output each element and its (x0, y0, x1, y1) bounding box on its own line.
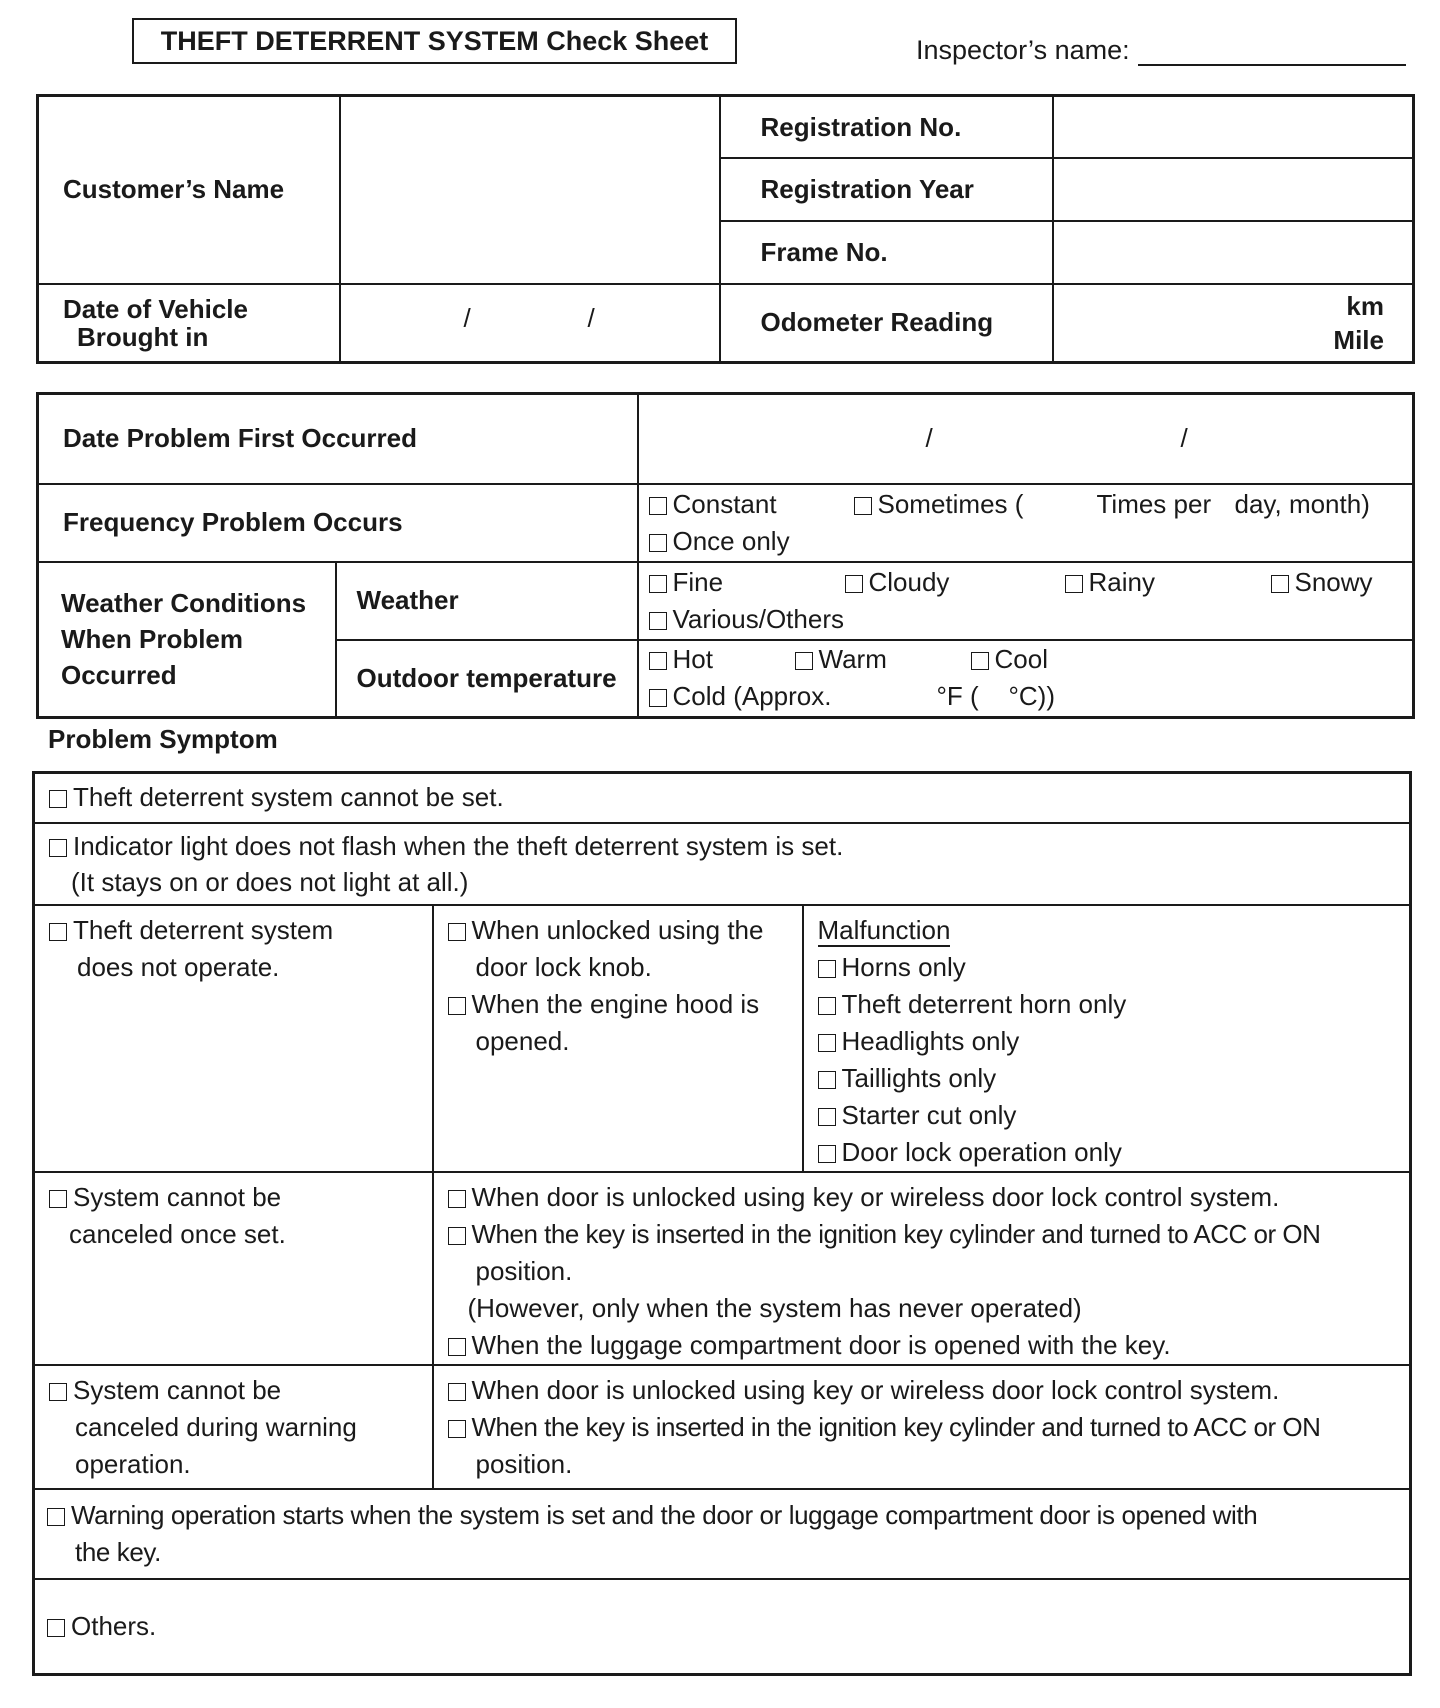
symptom-indicator[interactable]: Indicator light does not flash when the theft deterrent system is set. (It stays on or does not light at all.) (34, 823, 1411, 905)
weather-snowy-option[interactable]: Snowy (1271, 564, 1373, 601)
freq-constant-option[interactable]: Constant (649, 489, 777, 519)
registration-no-label: Registration No. (720, 96, 1053, 159)
date-brought-in-field[interactable]: / / (340, 284, 720, 363)
temp-cool-checkbox[interactable] (971, 652, 989, 670)
frame-no-field[interactable] (1053, 221, 1414, 284)
freq-once-option[interactable]: Once only (649, 523, 1413, 560)
weather-fine-option[interactable]: Fine (649, 567, 724, 597)
temp-hot-checkbox[interactable] (649, 652, 667, 670)
weather-options (638, 562, 1414, 640)
malfunction-list (803, 905, 1411, 1172)
freq-constant-checkbox[interactable] (649, 497, 667, 515)
malfunction-checkbox[interactable] (818, 1034, 836, 1052)
inspector-name-field[interactable] (916, 30, 1406, 66)
weather-various-option[interactable]: Various/Others (649, 601, 1413, 638)
symptom-cannot-cancel[interactable]: System cannot be canceled once set. (34, 1172, 433, 1365)
malfunction-checkbox[interactable] (818, 960, 836, 978)
hood-option[interactable]: When the engine hood is (448, 986, 802, 1023)
temperature-options (638, 640, 1414, 718)
registration-no-field[interactable] (1053, 96, 1414, 159)
freq-once-checkbox[interactable] (649, 534, 667, 552)
unlock-key-option[interactable]: When door is unlocked using key or wireless door lock control system. (448, 1179, 1410, 1216)
odometer-field[interactable] (1053, 284, 1414, 363)
weather-cloudy-checkbox[interactable] (845, 575, 863, 593)
frequency-label: Frequency Problem Occurs (38, 484, 638, 562)
symptom-others[interactable]: Others. (34, 1579, 1411, 1675)
malfunction-item[interactable]: Taillights only (818, 1060, 1410, 1097)
cannot-cancel-checkbox[interactable] (49, 1190, 67, 1208)
weather-snowy-checkbox[interactable] (1271, 575, 1289, 593)
malfunction-item[interactable]: Door lock operation only (818, 1134, 1410, 1171)
sheet-title: THEFT DETERRENT SYSTEM Check Sheet (132, 18, 737, 64)
temp-hot-option[interactable]: Hot (649, 644, 713, 674)
odometer-label: Odometer Reading (720, 284, 1053, 363)
malfunction-item[interactable]: Horns only (818, 949, 1410, 986)
weather-group-label: Weather Conditions When Problem Occurred (38, 562, 336, 718)
cannot-set-checkbox[interactable] (49, 790, 67, 808)
malfunction-item[interactable]: Headlights only (818, 1023, 1410, 1060)
date-brought-in-label: Date of Vehicle Brought in (38, 284, 340, 363)
key-inserted-checkbox[interactable] (448, 1227, 466, 1245)
freq-times-per: Times per (1096, 488, 1212, 519)
temperature-label: Outdoor temperature (336, 640, 638, 718)
date-first-field[interactable]: / / (638, 394, 1414, 484)
inspector-label: Inspector’s name: (916, 35, 1130, 65)
symptom-cancel-warning[interactable]: System cannot be canceled during warning operation. (34, 1365, 433, 1489)
unlock-key-checkbox-2[interactable] (448, 1383, 466, 1401)
inspector-name-line[interactable] (1138, 38, 1406, 66)
temp-celsius: °C)) (1008, 681, 1055, 712)
cancel-warning-conditions: When door is unlocked using key or wireless door lock control system. When the key is inserted in the ignition key cylinder and turned to ACC or ON position. (433, 1365, 1411, 1489)
conditions-table (36, 392, 1415, 719)
temp-fahrenheit: °F ( (936, 681, 979, 712)
weather-label: Weather (336, 562, 638, 640)
unlock-key-option-2[interactable]: When door is unlocked using key or wireless door lock control system. (448, 1372, 1410, 1409)
date-first-label: Date Problem First Occurred (38, 394, 638, 484)
cannot-cancel-conditions: When door is unlocked using key or wireless door lock control system. When the key is inserted in the ignition key cylinder and turned to ACC or ON position. (However, only when the system has never operated) When the luggage compartment door is opened with the key. (433, 1172, 1411, 1365)
unlock-knob-option[interactable]: When unlocked using the (448, 912, 802, 949)
not-operate-checkbox[interactable] (49, 923, 67, 941)
luggage-checkbox[interactable] (448, 1338, 466, 1356)
frame-no-label: Frame No. (720, 221, 1053, 284)
freq-day-month: day, month) (1234, 488, 1370, 519)
malfunction-checkbox[interactable] (818, 1145, 836, 1163)
luggage-option[interactable]: When the luggage compartment door is opened with the key. (448, 1327, 1410, 1364)
weather-various-checkbox[interactable] (649, 612, 667, 630)
hood-checkbox[interactable] (448, 997, 466, 1015)
malfunction-checkbox[interactable] (818, 997, 836, 1015)
cancel-warning-checkbox[interactable] (49, 1383, 67, 1401)
customer-name-label: Customer’s Name (38, 96, 340, 284)
symptom-cannot-set[interactable]: Theft deterrent system cannot be set. (34, 773, 1411, 823)
freq-sometimes-option[interactable]: Sometimes ( (854, 486, 1024, 523)
malfunction-item[interactable]: Starter cut only (818, 1097, 1410, 1134)
others-checkbox[interactable] (47, 1619, 65, 1637)
customer-name-field[interactable] (340, 96, 720, 284)
weather-fine-checkbox[interactable] (649, 575, 667, 593)
malfunction-item[interactable]: Theft deterrent horn only (818, 986, 1410, 1023)
symptom-warning-starts[interactable]: Warning operation starts when the system is set and the door or luggage compartment door is opened with the key. (34, 1489, 1411, 1579)
freq-sometimes-checkbox[interactable] (854, 497, 872, 515)
frequency-options (638, 484, 1414, 562)
malfunction-checkbox[interactable] (818, 1071, 836, 1089)
temp-cold-checkbox[interactable] (649, 689, 667, 707)
problem-symptom-heading: Problem Symptom (48, 724, 278, 754)
malfunction-checkbox[interactable] (818, 1108, 836, 1126)
unit-km: km (1346, 290, 1384, 321)
vehicle-info-table (36, 94, 1415, 364)
malfunction-label: Malfunction (817, 914, 951, 945)
weather-rainy-checkbox[interactable] (1065, 575, 1083, 593)
weather-rainy-option[interactable]: Rainy (1065, 564, 1155, 601)
warning-starts-checkbox[interactable] (47, 1508, 65, 1526)
key-inserted-option[interactable]: When the key is inserted in the ignition key cylinder and turned to ACC or ON (448, 1216, 1410, 1253)
not-operate-conditions: When unlocked using the door lock knob. When the engine hood is opened. (433, 905, 803, 1172)
symptom-not-operate[interactable]: Theft deterrent system does not operate. (34, 905, 433, 1172)
temp-warm-checkbox[interactable] (795, 652, 813, 670)
registration-year-field[interactable] (1053, 158, 1414, 221)
unlock-key-checkbox[interactable] (448, 1190, 466, 1208)
registration-year-label: Registration Year (720, 158, 1053, 221)
indicator-checkbox[interactable] (49, 839, 67, 857)
unlock-knob-checkbox[interactable] (448, 923, 466, 941)
key-inserted-checkbox-2[interactable] (448, 1420, 466, 1438)
temp-warm-option[interactable]: Warm (795, 641, 887, 678)
weather-cloudy-option[interactable]: Cloudy (845, 564, 950, 601)
temp-cool-option[interactable]: Cool (971, 641, 1048, 678)
unit-mile: Mile (1333, 324, 1384, 355)
temp-cold-option[interactable]: Cold (Approx. (649, 681, 832, 711)
symptom-table (32, 771, 1412, 1676)
key-inserted-option-2[interactable]: When the key is inserted in the ignition key cylinder and turned to ACC or ON (448, 1409, 1410, 1446)
